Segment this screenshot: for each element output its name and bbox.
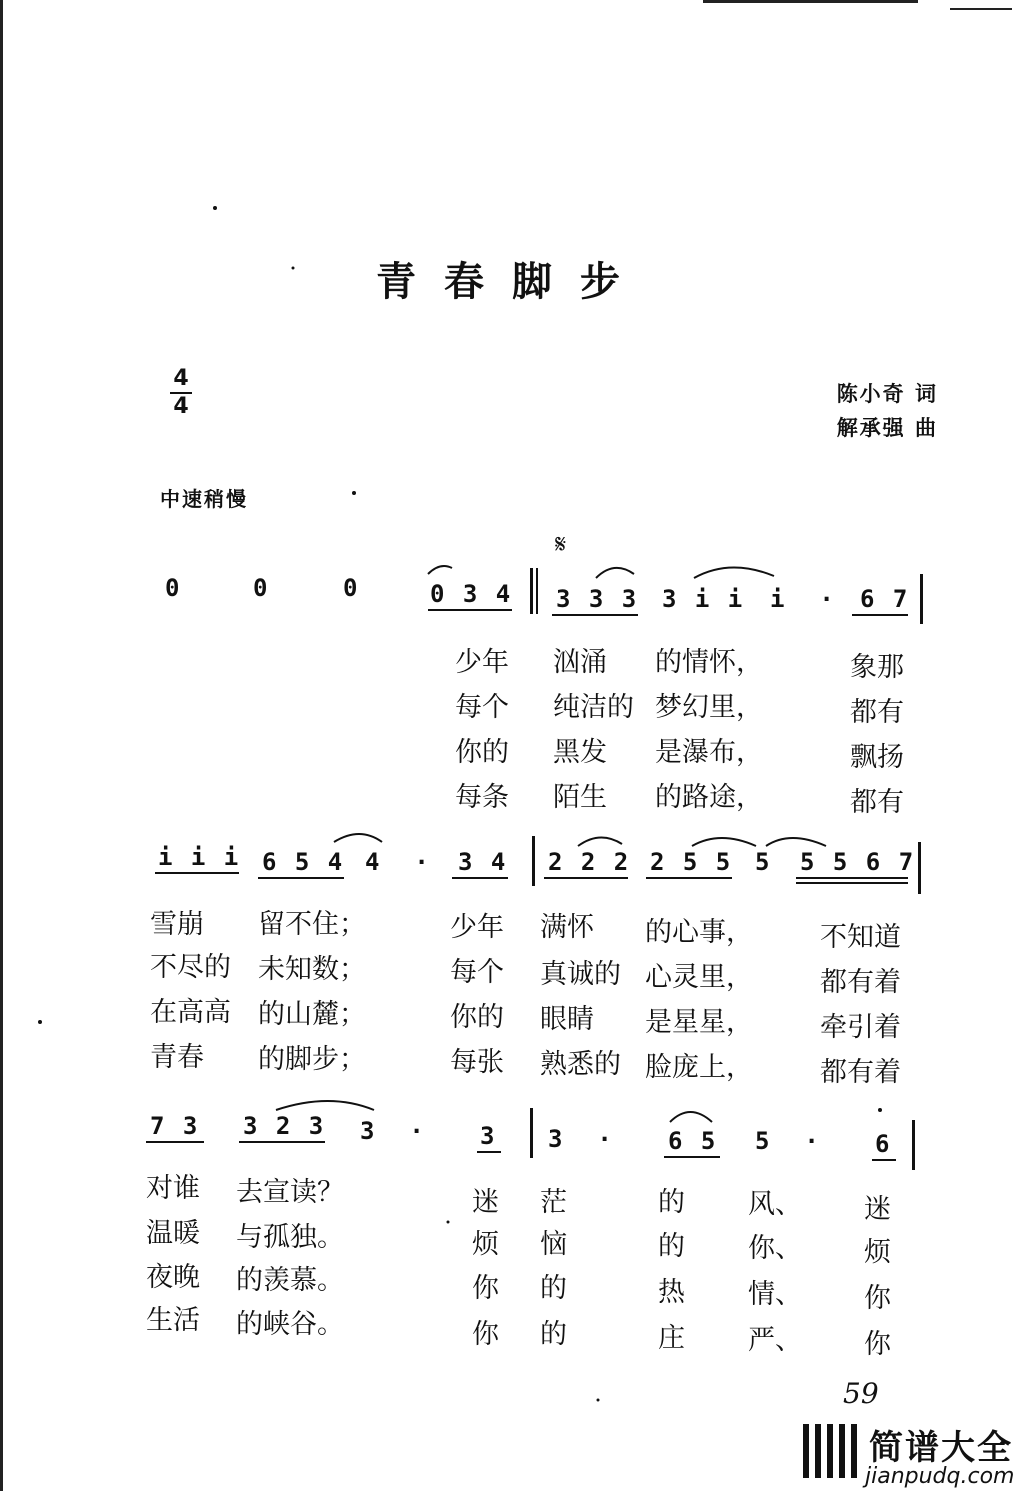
lyric-verse4: 都有 xyxy=(850,787,904,818)
lyric-verse4: 庄 xyxy=(658,1323,685,1354)
lyric-verse2: 每个 xyxy=(455,692,509,723)
lyric-verse1: 去宣读？ xyxy=(236,1177,344,1208)
lyric-verse4: 严、 xyxy=(748,1325,802,1356)
lyric-verse1: 迷 xyxy=(864,1194,891,1225)
note-group: 3 3 3 xyxy=(556,585,639,613)
lyric-verse1: 风、 xyxy=(748,1189,802,1220)
lyric-verse3: 在高高 xyxy=(150,997,231,1028)
lyric-verse4: 的 xyxy=(540,1319,567,1350)
slur xyxy=(766,838,826,846)
lyric-verse1: 的 xyxy=(658,1187,685,1218)
note-group: 6 5 xyxy=(668,1127,718,1155)
composer-credit: 解承强 曲 xyxy=(836,416,938,440)
note-group: i i i xyxy=(158,843,241,871)
lyric-verse2: 纯洁的 xyxy=(553,692,634,723)
slur xyxy=(428,566,452,574)
note-group: 6 7 xyxy=(860,585,910,613)
note-group: 0 xyxy=(253,574,270,602)
lyric-verse3: 是星星， xyxy=(645,1007,753,1038)
speck-dot xyxy=(597,1399,600,1402)
lyric-verse1: 的心事， xyxy=(645,917,753,948)
note-group: 3 2 3 xyxy=(243,1112,326,1140)
note-group: 3 xyxy=(480,1122,497,1150)
lyric-verse3: 的羡慕。 xyxy=(236,1265,344,1296)
lyric-verse2: 每个 xyxy=(450,957,504,988)
lyric-verse2: 都有 xyxy=(850,697,904,728)
speck-dot xyxy=(352,491,356,495)
time-signature-bottom: 4 xyxy=(173,394,189,419)
piano-bars-icon xyxy=(803,1424,861,1478)
note-group: 3 · xyxy=(548,1125,614,1153)
lyric-verse2: 的 xyxy=(658,1231,685,1262)
lyric-verse1: 的情怀， xyxy=(655,647,763,678)
speck-dot xyxy=(292,267,295,270)
lyric-verse2: 温暖 xyxy=(146,1218,200,1249)
watermark-logo xyxy=(803,1420,1023,1490)
lyric-verse1: 满怀 xyxy=(540,912,594,943)
lyric-verse4: 都有着 xyxy=(820,1057,901,1088)
note-group: 0 xyxy=(343,574,360,602)
slur xyxy=(578,837,622,846)
note-group: 4 · xyxy=(365,848,431,876)
slur xyxy=(334,834,382,842)
lyric-verse3: 黑发 xyxy=(553,737,607,768)
lyric-verse4: 的峡谷。 xyxy=(236,1309,344,1340)
lyric-verse4: 你 xyxy=(864,1329,891,1360)
lyric-verse2: 恼 xyxy=(540,1229,567,1260)
lyric-verse1: 茫 xyxy=(540,1187,567,1218)
lyric-verse3: 你 xyxy=(864,1283,891,1314)
lyric-verse4: 脸庞上， xyxy=(645,1052,753,1083)
note-group: 0 xyxy=(165,574,182,602)
note-group: 3 · xyxy=(360,1117,426,1145)
lyric-verse2: 烦 xyxy=(864,1237,891,1268)
lyric-verse2: 未知数； xyxy=(258,954,366,985)
lyric-verse2: 都有着 xyxy=(820,967,901,998)
lyric-verse4: 陌生 xyxy=(553,782,607,813)
note-group: 2 2 2 xyxy=(548,848,631,876)
note-group: 2 5 5 xyxy=(650,848,733,876)
note-group: 5 xyxy=(755,848,772,876)
watermark-brand: 简谱大全 xyxy=(869,1428,1013,1468)
lyric-verse1: 少年 xyxy=(450,912,504,943)
segno-sign: 𝄋 xyxy=(555,530,567,560)
lyric-verse3: 是瀑布， xyxy=(655,737,763,768)
lyric-verse4: 每条 xyxy=(455,782,509,813)
lyric-verse3: 你的 xyxy=(450,1002,504,1033)
lyric-verse4: 熟悉的 xyxy=(540,1049,621,1080)
lyric-verse4: 生活 xyxy=(146,1305,200,1336)
lyric-verse2: 烦 xyxy=(472,1229,499,1260)
slur xyxy=(694,567,774,578)
note-group: 6 xyxy=(875,1130,892,1158)
lyric-verse1: 雪崩 xyxy=(150,909,204,940)
lyric-verse3: 牵引着 xyxy=(820,1012,901,1043)
song-title: 青春脚步 xyxy=(376,258,648,305)
lyric-verse4: 青春 xyxy=(150,1042,204,1073)
note-group: 5 · xyxy=(755,1127,821,1155)
lyric-verse4: 每张 xyxy=(450,1047,504,1078)
lyric-verse1: 迷 xyxy=(472,1187,499,1218)
lyric-verse1: 对谁 xyxy=(146,1173,200,1204)
speck-dot xyxy=(447,1221,450,1224)
lyric-verse1: 少年 xyxy=(455,647,509,678)
lyric-verse1: 象那 xyxy=(850,652,904,683)
lyric-verse3: 的山麓； xyxy=(258,999,366,1030)
slur xyxy=(276,1101,374,1110)
speck-dot xyxy=(38,1020,42,1024)
note-group: i · xyxy=(770,585,836,613)
lyric-verse2: 心灵里， xyxy=(645,962,753,993)
lyric-verse3: 夜晚 xyxy=(146,1262,200,1293)
lyric-verse3: 你的 xyxy=(455,737,509,768)
time-signature-top: 4 xyxy=(173,366,189,391)
lyric-verse3: 眼睛 xyxy=(540,1004,594,1035)
lyric-verse2: 你、 xyxy=(748,1233,802,1264)
note-group: 3 i i xyxy=(662,585,745,613)
lyric-verse3: 的 xyxy=(540,1273,567,1304)
tempo-marking: 中速稍慢 xyxy=(160,487,248,511)
watermark-url: jianpudq.com xyxy=(865,1464,1015,1489)
lyric-verse3: 情、 xyxy=(748,1279,802,1310)
lyric-verse2: 与孤独。 xyxy=(236,1222,344,1253)
lyricist-credit: 陈小奇 词 xyxy=(836,382,938,406)
slur xyxy=(692,838,756,846)
note-group: 0 3 4 xyxy=(430,580,513,608)
note-group: 5 5 6 7 xyxy=(800,848,916,876)
lyric-verse4: 你 xyxy=(472,1319,499,1350)
lyric-verse3: 热 xyxy=(658,1277,685,1308)
lyric-verse2: 梦幻里， xyxy=(655,692,763,723)
slur xyxy=(596,568,634,578)
note-group: 6 5 4 xyxy=(262,848,345,876)
lyric-verse2: 不尽的 xyxy=(150,952,231,983)
lyric-verse2: 真诚的 xyxy=(540,959,621,990)
page-number: 59 xyxy=(843,1377,879,1410)
slur xyxy=(670,1112,712,1122)
speck-dot xyxy=(878,1108,882,1112)
lyric-verse3: 你 xyxy=(472,1273,499,1304)
lyric-verse4: 的脚步； xyxy=(258,1044,366,1075)
note-group: 7 3 xyxy=(150,1112,200,1140)
speck-dot xyxy=(213,206,217,210)
note-group: 3 4 xyxy=(458,848,508,876)
lyric-verse4: 的路途， xyxy=(655,782,763,813)
lyric-verse1: 留不住； xyxy=(258,909,366,940)
lyric-verse1: 汹涌 xyxy=(553,647,607,678)
lyric-verse3: 飘扬 xyxy=(850,742,904,773)
lyric-verse1: 不知道 xyxy=(820,922,901,953)
